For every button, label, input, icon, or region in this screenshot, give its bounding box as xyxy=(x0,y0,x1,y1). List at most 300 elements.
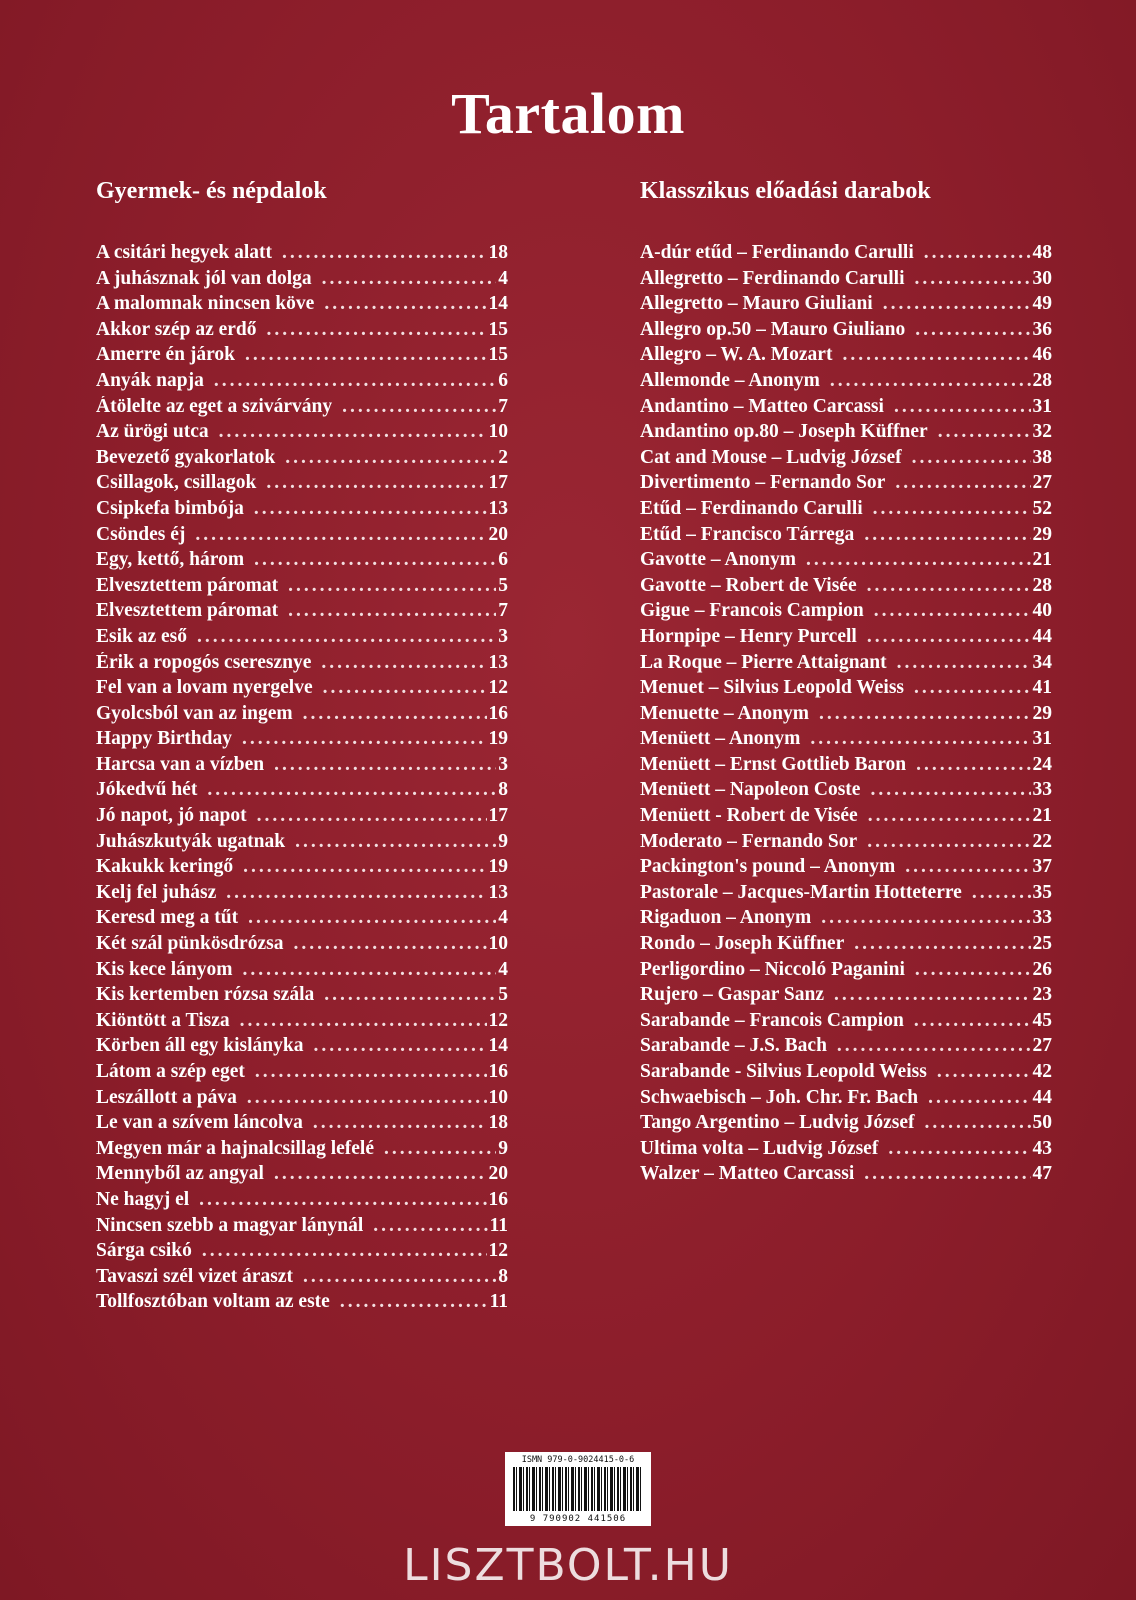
dot-leader xyxy=(916,754,1030,776)
dot-leader xyxy=(274,754,496,776)
toc-entry xyxy=(640,1061,1052,1087)
dot-leader xyxy=(928,1087,1030,1109)
toc-entry xyxy=(640,396,1052,422)
toc-entry-title: Hornpipe – Henry Purcell xyxy=(640,625,857,647)
dot-leader xyxy=(912,447,1031,469)
toc-entry-title: Tango Argentino – Ludvig József xyxy=(640,1112,915,1134)
dot-leader xyxy=(197,626,496,648)
toc-entry xyxy=(96,293,508,319)
watermark: LISZTBOLT.HU xyxy=(403,1540,733,1591)
toc-entry xyxy=(640,293,1052,319)
dot-leader xyxy=(938,421,1031,443)
toc-entry xyxy=(96,524,508,550)
toc-entry-page: 12 xyxy=(488,1240,508,1262)
dot-leader xyxy=(267,319,487,341)
toc-entry xyxy=(640,1087,1052,1113)
toc-entry-title: Juhászkutyák ugatnak xyxy=(96,830,286,852)
isbn-label: ISMN 979-0-9024415-0-6 xyxy=(521,1455,635,1465)
toc-entry-title: Leszállott a páva xyxy=(96,1086,237,1108)
toc-entry-page: 50 xyxy=(1032,1112,1052,1134)
toc-entry-title: A juhásznak jól van dolga xyxy=(96,267,312,289)
dot-leader xyxy=(324,293,486,315)
dot-leader xyxy=(199,1189,486,1211)
dot-leader xyxy=(864,1163,1030,1185)
toc-entry-title: Keresd meg a tűt xyxy=(96,907,239,929)
toc-entry-title: Le van a szívem láncolva xyxy=(96,1112,303,1134)
toc-entry-title: Harcsa van a vízben xyxy=(96,753,265,775)
toc-entry xyxy=(640,984,1052,1010)
toc-entry-page: 31 xyxy=(1032,728,1052,750)
toc-entry-title: Csillagok, csillagok xyxy=(96,472,257,494)
toc-entry-title: Menüett – Anonym xyxy=(640,728,801,750)
toc-entry-title: Kis kertemben rózsa szála xyxy=(96,984,315,1006)
toc-entry-page: 40 xyxy=(1032,600,1052,622)
toc-entry xyxy=(640,1035,1052,1061)
toc-entry-page: 3 xyxy=(498,625,508,647)
dot-leader xyxy=(870,779,1030,801)
toc-entry xyxy=(96,728,508,754)
dot-leader xyxy=(895,472,1030,494)
toc-entry xyxy=(96,703,508,729)
toc-entry-title: Akkor szép az erdő xyxy=(96,318,257,340)
toc-entry-title: A-dúr etűd – Ferdinando Carulli xyxy=(640,242,914,263)
toc-entry-title: Allemonde – Anonym xyxy=(640,369,820,391)
toc-entry-page: 22 xyxy=(1032,830,1052,852)
toc-entry-page: 4 xyxy=(498,907,508,929)
toc-entry-page: 29 xyxy=(1032,702,1052,724)
toc-entry-page: 5 xyxy=(498,984,508,1006)
toc-entry xyxy=(640,344,1052,370)
toc-entry-title: Megyen már a hajnalcsillag lefelé xyxy=(96,1137,374,1159)
toc-entry-title: A csitári hegyek alatt xyxy=(96,242,273,263)
toc-entry xyxy=(96,626,508,652)
toc-entry xyxy=(640,524,1052,550)
toc-entry-title: Amerre én járok xyxy=(96,344,235,366)
toc-entry xyxy=(96,1189,508,1215)
toc-entry-page: 36 xyxy=(1032,318,1052,340)
toc-entry-page: 5 xyxy=(498,574,508,596)
toc-entry xyxy=(640,1138,1052,1164)
toc-entry-title: Esik az eső xyxy=(96,625,188,647)
dot-leader xyxy=(257,805,487,827)
toc-entry xyxy=(96,1291,508,1317)
toc-entry-title: Etűd – Ferdinando Carulli xyxy=(640,497,863,519)
toc-entry xyxy=(640,907,1052,933)
dot-leader xyxy=(384,1138,496,1160)
toc-entry-page: 16 xyxy=(488,1061,508,1082)
dot-leader xyxy=(925,1112,1031,1134)
toc-entry-title: Menüett – Ernst Gottlieb Baron xyxy=(640,753,907,775)
toc-entry-page: 10 xyxy=(488,1086,508,1108)
toc-entry-page: 27 xyxy=(1032,1035,1052,1057)
dot-leader xyxy=(323,677,487,699)
dot-leader xyxy=(834,984,1030,1006)
toc-entry xyxy=(96,805,508,831)
toc-entry xyxy=(96,754,508,780)
dot-leader xyxy=(202,1240,487,1262)
toc-entry xyxy=(96,575,508,601)
toc-entry xyxy=(96,268,508,294)
toc-entry xyxy=(96,907,508,933)
toc-entry-page: 52 xyxy=(1032,497,1052,519)
toc-entry xyxy=(96,652,508,678)
toc-entry-page: 13 xyxy=(488,651,508,673)
toc-entry xyxy=(96,549,508,575)
toc-list-left xyxy=(96,242,508,1317)
toc-entry-page: 14 xyxy=(488,293,508,315)
toc-entry-title: Menüett – Napoleon Coste xyxy=(640,779,861,801)
toc-entry-title: Gigue – Francois Campion xyxy=(640,600,864,622)
toc-entry-page: 24 xyxy=(1032,753,1052,775)
toc-entry-title: Nincsen szebb a magyar lánynál xyxy=(96,1214,364,1236)
dot-leader xyxy=(214,370,496,392)
toc-entry-page: 19 xyxy=(488,728,508,750)
toc-entry-page: 6 xyxy=(498,369,508,391)
toc-entry xyxy=(640,703,1052,729)
toc-entry-page: 21 xyxy=(1032,549,1052,571)
toc-entry xyxy=(640,575,1052,601)
toc-entry xyxy=(640,242,1052,268)
toc-entry-page: 13 xyxy=(488,497,508,519)
toc-entry-title: Happy Birthday xyxy=(96,728,232,750)
section-heading-right: Klasszikus előadási darabok xyxy=(640,178,931,204)
dot-leader xyxy=(282,242,486,264)
dot-leader xyxy=(322,268,497,290)
toc-entry-title: Andantino – Matteo Carcassi xyxy=(640,395,884,417)
dot-leader xyxy=(295,831,496,853)
toc-entry xyxy=(96,984,508,1010)
toc-entry-page: 31 xyxy=(1032,395,1052,417)
dot-leader xyxy=(915,959,1031,981)
dot-leader xyxy=(868,805,1031,827)
toc-entry-page: 38 xyxy=(1032,446,1052,468)
toc-entry-title: Csöndes éj xyxy=(96,523,186,545)
toc-entry xyxy=(96,933,508,959)
toc-entry-title: Érik a ropogós cseresznye xyxy=(96,651,312,673)
toc-entry-page: 35 xyxy=(1032,881,1052,903)
dot-leader xyxy=(245,344,487,366)
toc-entry-title: Cat and Mouse – Ludvig József xyxy=(640,446,902,468)
toc-entry-page: 27 xyxy=(1032,472,1052,494)
toc-entry-page: 44 xyxy=(1032,1086,1052,1108)
toc-entry xyxy=(96,856,508,882)
dot-leader xyxy=(888,1138,1030,1160)
toc-entry-title: Rigaduon – Anonym xyxy=(640,907,812,929)
toc-entry-title: Tollfosztóban voltam az este xyxy=(96,1291,330,1313)
dot-leader xyxy=(873,498,1031,520)
toc-entry xyxy=(96,498,508,524)
toc-entry-page: 45 xyxy=(1032,1009,1052,1031)
toc-entry-page: 15 xyxy=(488,318,508,340)
toc-entry-title: Anyák napja xyxy=(96,369,204,391)
toc-entry xyxy=(96,831,508,857)
toc-entry-title: Az ürögi utca xyxy=(96,421,209,443)
toc-entry-page: 19 xyxy=(488,856,508,878)
dot-leader xyxy=(915,268,1031,290)
toc-entry-title: Egy, kettő, három xyxy=(96,549,245,571)
dot-leader xyxy=(883,293,1031,315)
toc-entry xyxy=(96,370,508,396)
toc-entry-page: 34 xyxy=(1032,651,1052,673)
toc-entry-title: Elvesztettem páromat xyxy=(96,574,279,596)
toc-entry xyxy=(96,1138,508,1164)
toc-entry-title: Walzer – Matteo Carcassi xyxy=(640,1163,855,1185)
toc-entry xyxy=(96,600,508,626)
dot-leader xyxy=(285,447,496,469)
toc-entry-title: Elvesztettem páromat xyxy=(96,600,279,622)
dot-leader xyxy=(914,677,1030,699)
toc-entry xyxy=(96,242,508,268)
toc-entry xyxy=(640,933,1052,959)
barcode-number: 9 790902 441506 xyxy=(529,1514,627,1524)
toc-entry-page: 4 xyxy=(498,958,508,980)
toc-entry xyxy=(640,959,1052,985)
toc-entry xyxy=(640,754,1052,780)
toc-entry xyxy=(96,421,508,447)
dot-leader xyxy=(195,524,486,546)
toc-entry xyxy=(640,805,1052,831)
dot-leader xyxy=(819,703,1031,725)
toc-entry-page: 18 xyxy=(488,1112,508,1134)
toc-entry-page: 15 xyxy=(488,344,508,366)
toc-entry-title: Jó napot, jó napot xyxy=(96,805,247,827)
toc-entry-page: 47 xyxy=(1032,1163,1052,1185)
toc-entry-title: Menuet – Silvius Leopold Weiss xyxy=(640,677,905,699)
toc-entry-page: 30 xyxy=(1032,267,1052,289)
toc-entry xyxy=(640,498,1052,524)
toc-entry xyxy=(96,1035,508,1061)
toc-entry-title: Gavotte – Anonym xyxy=(640,549,796,571)
toc-entry xyxy=(96,1163,508,1189)
toc-entry-page: 16 xyxy=(488,1188,508,1210)
toc-entry xyxy=(96,1240,508,1266)
dot-leader xyxy=(266,472,486,494)
toc-entry-title: Schwaebisch – Joh. Chr. Fr. Bach xyxy=(640,1086,919,1108)
toc-entry-title: Rondo – Joseph Küffner xyxy=(640,933,845,955)
toc-entry-page: 32 xyxy=(1032,421,1052,443)
toc-entry-page: 7 xyxy=(498,395,508,417)
toc-entry xyxy=(96,1061,508,1087)
toc-entry-page: 25 xyxy=(1032,933,1052,955)
toc-entry-page: 13 xyxy=(488,881,508,903)
dot-leader xyxy=(293,933,486,955)
toc-entry xyxy=(96,882,508,908)
toc-entry-title: Bevezető gyakorlatok xyxy=(96,446,276,468)
toc-entry-page: 16 xyxy=(488,702,508,724)
toc-entry-title: Körben áll egy kislányka xyxy=(96,1035,304,1057)
toc-entry-title: Ultima volta – Ludvig József xyxy=(640,1137,879,1159)
toc-entry-title: Két szál pünkösdrózsa xyxy=(96,933,284,955)
dot-leader xyxy=(905,856,1030,878)
toc-entry-page: 18 xyxy=(488,242,508,263)
toc-entry xyxy=(640,882,1052,908)
toc-entry-page: 49 xyxy=(1032,293,1052,315)
toc-entry-page: 10 xyxy=(488,933,508,955)
toc-entry-title: Allegretto – Mauro Giuliani xyxy=(640,293,873,315)
dot-leader xyxy=(924,242,1031,264)
toc-entry-page: 20 xyxy=(488,523,508,545)
toc-entry xyxy=(96,396,508,422)
toc-entry-page: 20 xyxy=(488,1163,508,1185)
toc-entry xyxy=(640,831,1052,857)
toc-entry-title: Allegretto – Ferdinando Carulli xyxy=(640,267,905,289)
toc-entry-page: 33 xyxy=(1032,779,1052,801)
toc-entry-page: 11 xyxy=(489,1214,508,1236)
dot-leader xyxy=(288,600,496,622)
dot-leader xyxy=(806,549,1031,571)
dot-leader xyxy=(321,652,486,674)
toc-entry xyxy=(96,472,508,498)
toc-entry xyxy=(96,319,508,345)
dot-leader xyxy=(914,1010,1031,1032)
toc-entry-title: Látom a szép eget xyxy=(96,1061,245,1082)
toc-entry-page: 43 xyxy=(1032,1137,1052,1159)
dot-leader xyxy=(243,959,497,981)
toc-entry-page: 6 xyxy=(498,549,508,571)
toc-entry-title: Sarabande - Silvius Leopold Weiss xyxy=(640,1061,927,1082)
dot-leader xyxy=(255,1061,487,1083)
toc-entry-page: 11 xyxy=(489,1291,508,1313)
dot-leader xyxy=(240,1010,487,1032)
toc-entry-title: Kiöntött a Tisza xyxy=(96,1009,230,1031)
toc-entry-title: Átölelte az eget a szivárvány xyxy=(96,395,333,417)
dot-leader xyxy=(324,984,496,1006)
toc-entry xyxy=(640,268,1052,294)
toc-entry-title: Pastorale – Jacques-Martin Hotteterre xyxy=(640,881,962,903)
dot-leader xyxy=(248,907,496,929)
toc-entry xyxy=(96,779,508,805)
dot-leader xyxy=(226,882,486,904)
toc-entry xyxy=(640,549,1052,575)
toc-entry-title: Mennyből az angyal xyxy=(96,1163,264,1185)
toc-entry-page: 10 xyxy=(488,421,508,443)
toc-entry-title: Kelj fel juhász xyxy=(96,881,217,903)
dot-leader xyxy=(894,396,1031,418)
dot-leader xyxy=(874,600,1031,622)
toc-entry xyxy=(640,626,1052,652)
toc-entry xyxy=(96,1266,508,1292)
dot-leader xyxy=(937,1061,1031,1083)
dot-leader xyxy=(842,344,1030,366)
toc-entry-title: Jókedvű hét xyxy=(96,779,198,801)
toc-entry-page: 12 xyxy=(488,1009,508,1031)
toc-entry-title: Csipkefa bimbója xyxy=(96,497,244,519)
dot-leader xyxy=(897,652,1031,674)
dot-leader xyxy=(242,728,487,750)
dot-leader xyxy=(314,1035,487,1057)
toc-entry-title: Ne hagyj el xyxy=(96,1188,190,1210)
toc-entry xyxy=(640,319,1052,345)
dot-leader xyxy=(254,549,496,571)
dot-leader xyxy=(254,498,487,520)
toc-entry xyxy=(96,1112,508,1138)
barcode xyxy=(505,1452,651,1526)
toc-entry-title: Divertimento – Fernando Sor xyxy=(640,472,886,494)
left-column xyxy=(96,178,508,1317)
toc-entry-page: 12 xyxy=(488,677,508,699)
toc-entry xyxy=(640,728,1052,754)
toc-entry-page: 9 xyxy=(498,1137,508,1159)
toc-entry-page: 17 xyxy=(488,805,508,827)
toc-entry-title: Kis kece lányom xyxy=(96,958,233,980)
toc-entry-title: Allegro – W. A. Mozart xyxy=(640,344,833,366)
dot-leader xyxy=(303,1266,496,1288)
dot-leader xyxy=(219,421,487,443)
toc-entry-title: A malomnak nincsen köve xyxy=(96,293,315,315)
toc-entry-title: Sárga csikó xyxy=(96,1240,192,1262)
dot-leader xyxy=(867,626,1031,648)
toc-entry-page: 3 xyxy=(498,753,508,775)
toc-entry-title: Sarabande – Francois Campion xyxy=(640,1009,904,1031)
toc-entry xyxy=(96,677,508,703)
toc-entry-page: 9 xyxy=(498,830,508,852)
toc-entry-page: 2 xyxy=(498,446,508,468)
toc-entry-page: 33 xyxy=(1032,907,1052,929)
toc-entry xyxy=(96,447,508,473)
toc-entry xyxy=(640,1163,1052,1189)
toc-entry-title: Tavaszi szél vizet áraszt xyxy=(96,1265,293,1287)
toc-entry-page: 37 xyxy=(1032,856,1052,878)
toc-entry xyxy=(640,421,1052,447)
dot-leader xyxy=(207,779,496,801)
toc-entry-page: 14 xyxy=(488,1035,508,1057)
toc-entry-title: Fel van a lovam nyergelve xyxy=(96,677,313,699)
toc-entry-title: Etűd – Francisco Tárrega xyxy=(640,523,855,545)
toc-entry-page: 17 xyxy=(488,472,508,494)
toc-entry xyxy=(96,1087,508,1113)
dot-leader xyxy=(313,1112,487,1134)
toc-entry-page: 44 xyxy=(1032,625,1052,647)
toc-entry xyxy=(640,1010,1052,1036)
section-heading-left: Gyermek- és népdalok xyxy=(96,178,327,204)
right-column xyxy=(640,178,1052,1189)
dot-leader xyxy=(830,370,1031,392)
dot-leader xyxy=(247,1087,487,1109)
toc-entry-title: Menüett - Robert de Visée xyxy=(640,805,858,827)
dot-leader xyxy=(867,575,1031,597)
dot-leader xyxy=(867,831,1030,853)
toc-entry-page: 4 xyxy=(498,267,508,289)
toc-entry-title: La Roque – Pierre Attaignant xyxy=(640,651,887,673)
toc-entry-title: Gavotte – Robert de Visée xyxy=(640,574,857,596)
toc-entry-title: Menuette – Anonym xyxy=(640,702,809,724)
toc-entry-page: 41 xyxy=(1032,677,1052,699)
barcode-bars xyxy=(513,1467,643,1511)
toc-entry-title: Kakukk keringő xyxy=(96,856,234,878)
toc-entry xyxy=(640,600,1052,626)
toc-entry xyxy=(96,344,508,370)
dot-leader xyxy=(810,728,1030,750)
toc-entry-page: 28 xyxy=(1032,369,1052,391)
toc-list-right xyxy=(640,242,1052,1189)
dot-leader xyxy=(243,856,486,878)
toc-entry-title: Sarabande – J.S. Bach xyxy=(640,1035,827,1057)
toc-entry-page: 8 xyxy=(498,1265,508,1287)
toc-entry-page: 42 xyxy=(1032,1061,1052,1082)
toc-entry xyxy=(96,1010,508,1036)
dot-leader xyxy=(854,933,1030,955)
dot-leader xyxy=(837,1035,1031,1057)
toc-entry-page: 29 xyxy=(1032,523,1052,545)
page-title: Tartalom xyxy=(451,81,685,146)
toc-entry-title: Allegro op.50 – Mauro Giuliano xyxy=(640,318,906,340)
dot-leader xyxy=(303,703,487,725)
toc-entry-title: Rujero – Gaspar Sanz xyxy=(640,984,825,1006)
toc-entry-page: 21 xyxy=(1032,805,1052,827)
toc-entry-page: 28 xyxy=(1032,574,1052,596)
toc-entry-title: Gyolcsból van az ingem xyxy=(96,702,293,724)
dot-leader xyxy=(342,396,496,418)
